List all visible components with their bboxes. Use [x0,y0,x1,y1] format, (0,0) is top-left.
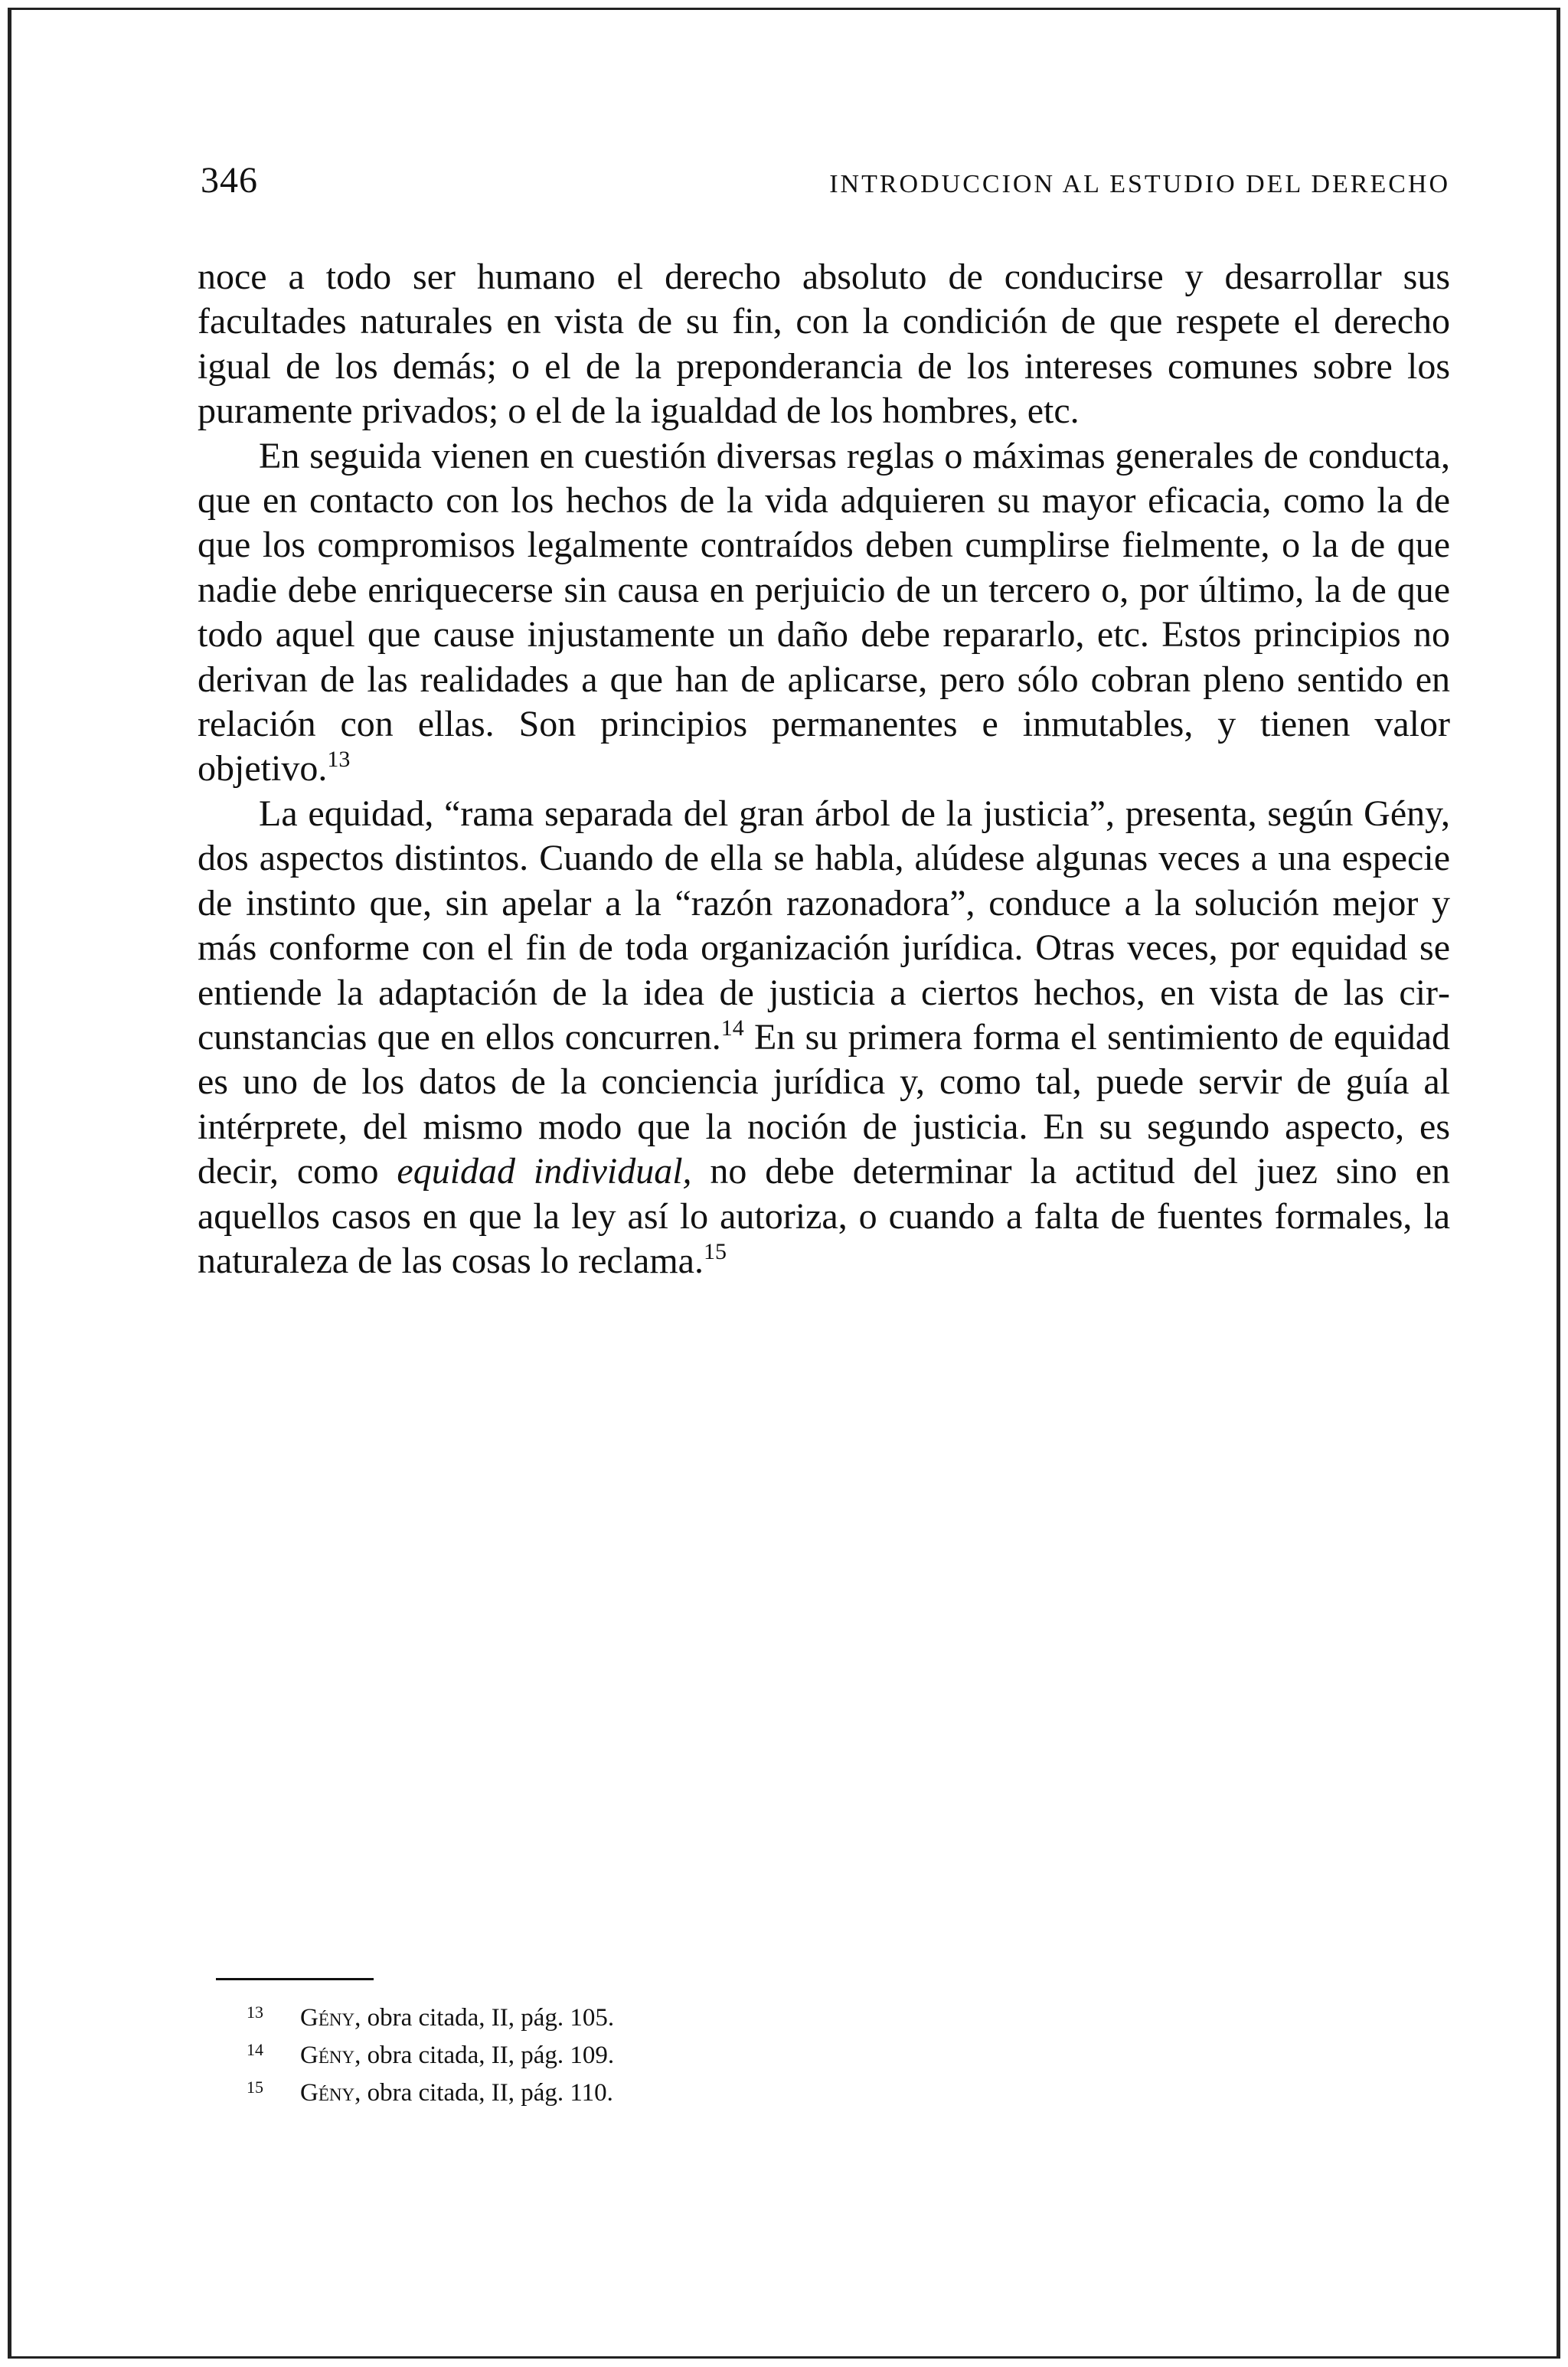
page-header [201,159,1450,213]
page-number: 346 [201,160,258,201]
footnote-author: Gény [300,2004,355,2032]
footnote-ref-13: 13 [327,747,351,773]
footnote-13 [247,1996,1165,2034]
footnote-author: Gény [300,2042,355,2069]
footnotes [247,1996,1165,2109]
paragraph-2-text: En seguida vienen en cuestión diversas reglas o máximas generales de conducta, que en contacto con los hechos de la vida adquieren su mayor eficacia, como la de que los compromisos legalmente contraídos deben cumplirse fielmente, o la de que nadie debe enriquecerse sin causa en perjuicio de un tercero o, por último, la de que todo aquel que cause injustamente un daño debe repararlo, etc. Estos principios no derivan de las realidades a que han de aplicarse, pero sólo cobran pleno sentido en relación con ellas. Son principios permanentes e inmutables, y tienen valor objetivo. [198,435,1450,790]
paragraph-1-text: noce a todo ser humano el derecho absoluto de conducirse y desarrollar sus facultades naturales en vista de su fin, con la condición de que respete el derecho igual de los demás; o el de la preponderancia de los intereses comunes sobre los puramente privados; o el de la igualdad de los hombres, etc. [198,257,1450,432]
footnote-14 [247,2034,1165,2071]
body-text [198,255,1450,1283]
footnote-ref-15: 15 [703,1238,727,1264]
footnote-number: 14 [247,2040,263,2059]
footnote-separator [216,1978,374,1980]
footnote-citation: , obra citada, II, pág. 105. [354,2004,615,2032]
footnote-citation: , obra citada, II, pág. 110. [354,2079,613,2107]
emphasis-equidad-individual: equidad individual, [397,1151,692,1192]
footnote-number: 15 [247,2078,263,2097]
footnote-citation: , obra citada, II, pág. 109. [354,2042,615,2069]
footnote-author: Gény [300,2079,355,2107]
paragraph-3-text-b: En su primera forma el sentimiento de equidad es uno de los datos de la conciencia jurídica y, como tal, puede servir de guía al intérprete, del mismo modo que la noción de justicia. En su segundo aspecto, es decir, como [198,1016,1451,1192]
paragraph-1 [198,255,1450,434]
paragraph-3-text-c: no debe determinar la actitud del juez sino en aquellos casos en que la ley así lo autoriza, o cuando a falta de fuentes formales, la naturaleza de las cosas lo reclama. [198,1151,1450,1281]
footnote-15 [247,2071,1165,2109]
paragraph-3-text-a: La equidad, “rama separada del gran árbol de la justicia”, presenta, según Gény, dos aspectos distintos. Cuando de ella se habla, alúdese algunas veces a una especie de instinto que, sin apelar a la “razón razonadora”, conduce a la solución mejor y más conforme con el fin de toda organización jurídica. Otras veces, por equidad se entiende la adaptación de la idea de justicia a ciertos hechos, en vista de las circunstancias que en ellos concurren. [198,793,1450,1058]
paragraph-3 [198,792,1450,1283]
paragraph-2 [198,434,1450,792]
footnote-ref-14: 14 [720,1015,744,1041]
footnote-number: 13 [247,2002,263,2022]
running-head: INTRODUCCION AL ESTUDIO DEL DERECHO [829,170,1450,198]
